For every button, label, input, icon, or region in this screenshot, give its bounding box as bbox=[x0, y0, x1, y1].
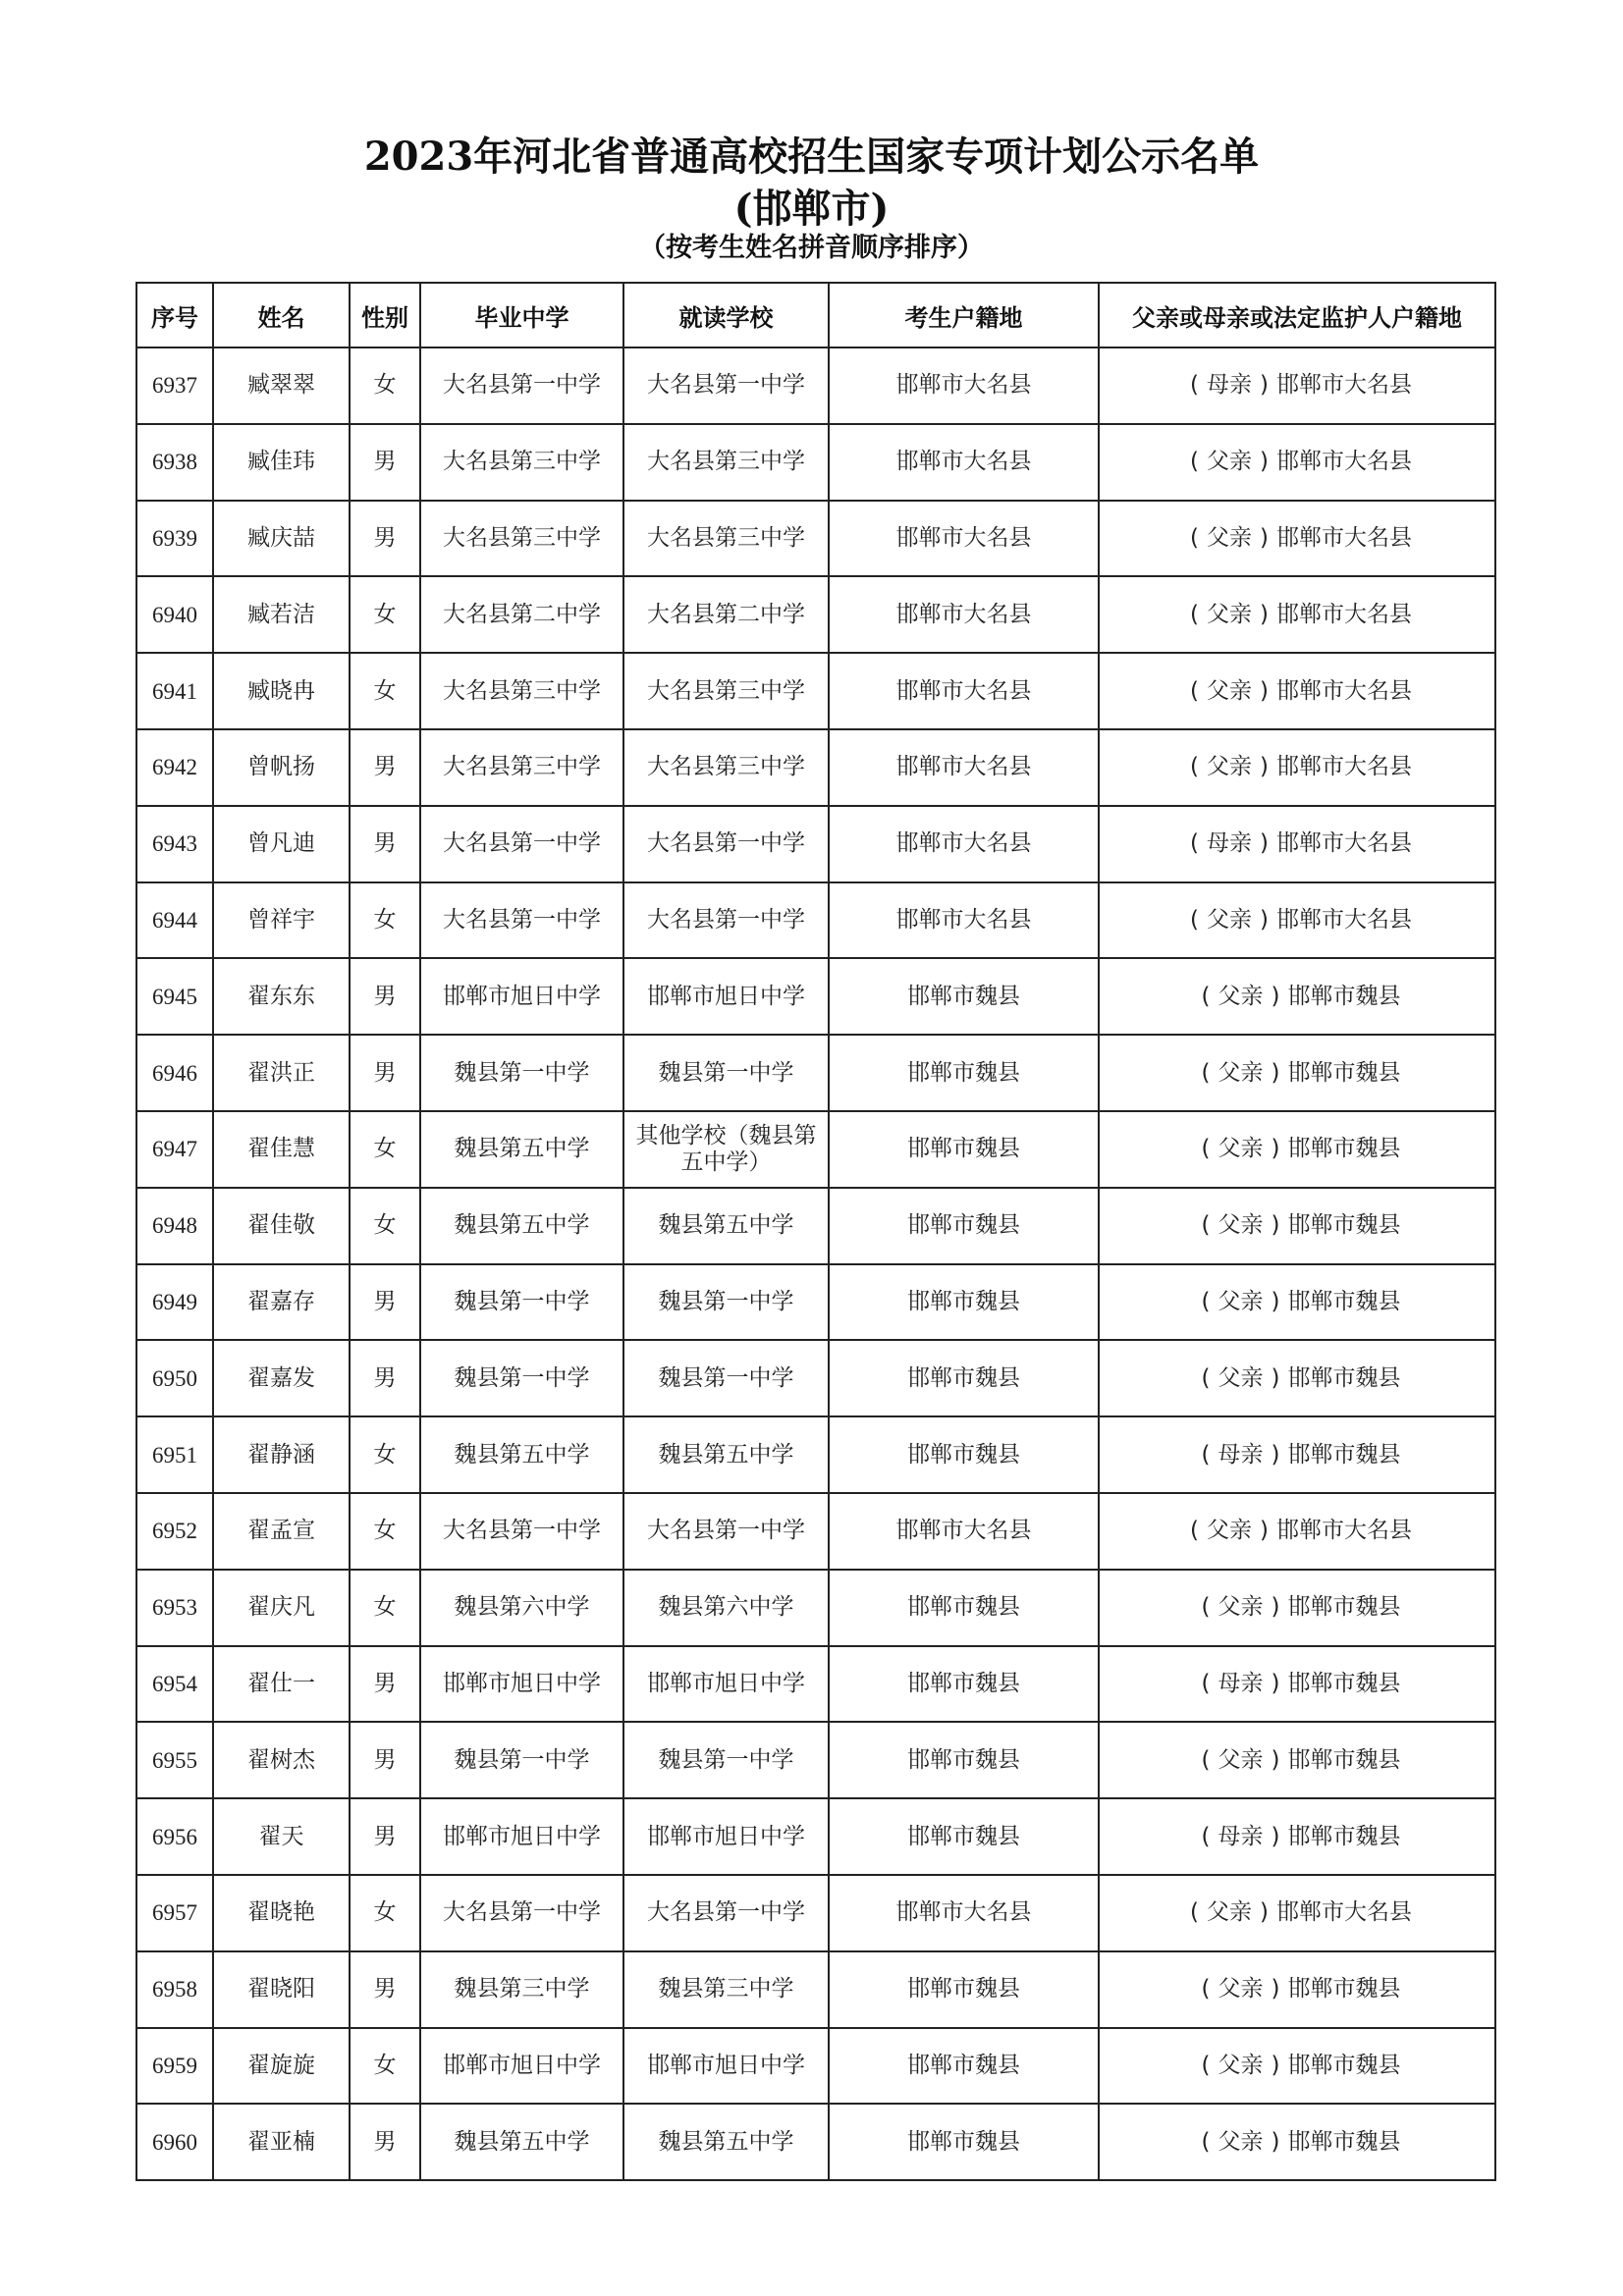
cell-school: 魏县第三中学 bbox=[623, 1951, 829, 2028]
cell-guardian: ( 父亲 ) 邯郸市魏县 bbox=[1099, 1722, 1495, 1798]
table-row bbox=[136, 1493, 1495, 1570]
cell-guardian: ( 父亲 ) 邯郸市大名县 bbox=[1099, 576, 1495, 653]
cell-grad-school: 大名县第一中学 bbox=[420, 882, 623, 959]
cell-guardian: ( 父亲 ) 邯郸市魏县 bbox=[1099, 1111, 1495, 1188]
cell-no: 6937 bbox=[136, 347, 213, 424]
cell-gender: 男 bbox=[350, 1646, 420, 1723]
guardian-hukou: 邯郸市大名县 bbox=[1275, 372, 1412, 399]
cell-no: 6952 bbox=[136, 1493, 213, 1570]
cell-name: 翟仕一 bbox=[213, 1646, 350, 1723]
cell-hukou: 邯郸市大名县 bbox=[829, 347, 1099, 424]
table-row bbox=[136, 1188, 1495, 1264]
cell-hukou: 邯郸市大名县 bbox=[829, 729, 1099, 806]
cell-school: 邯郸市旭日中学 bbox=[623, 958, 829, 1035]
cell-grad-school: 大名县第一中学 bbox=[420, 806, 623, 882]
cell-guardian: ( 父亲 ) 邯郸市大名县 bbox=[1099, 653, 1495, 729]
cell-name: 翟孟宣 bbox=[213, 1493, 350, 1570]
cell-name: 翟庆凡 bbox=[213, 1570, 350, 1646]
guardian-relation: 父亲 bbox=[1207, 449, 1252, 475]
cell-school: 大名县第三中学 bbox=[623, 729, 829, 806]
cell-guardian: ( 父亲 ) 邯郸市大名县 bbox=[1099, 1493, 1495, 1570]
cell-name: 臧庆喆 bbox=[213, 501, 350, 577]
table-row bbox=[136, 1340, 1495, 1416]
guardian-relation: 父亲 bbox=[1217, 1364, 1264, 1391]
cell-grad-school: 大名县第三中学 bbox=[420, 653, 623, 729]
cell-no: 6942 bbox=[136, 729, 213, 806]
cell-guardian: ( 父亲 ) 邯郸市魏县 bbox=[1099, 1035, 1495, 1111]
cell-name: 臧翠翠 bbox=[213, 347, 350, 424]
cell-guardian: ( 父亲 ) 邯郸市魏县 bbox=[1099, 1951, 1495, 2028]
cell-guardian: ( 父亲 ) 邯郸市魏县 bbox=[1099, 2104, 1495, 2180]
col-header-school: 就读学校 bbox=[623, 283, 829, 347]
cell-no: 6956 bbox=[136, 1798, 213, 1875]
cell-grad-school: 魏县第五中学 bbox=[420, 1111, 623, 1188]
table-body bbox=[136, 347, 1495, 2180]
guardian-hukou: 邯郸市大名县 bbox=[1275, 524, 1412, 551]
cell-school: 其他学校（魏县第五中学） bbox=[623, 1111, 829, 1188]
cell-gender: 女 bbox=[350, 1416, 420, 1493]
cell-hukou: 邯郸市魏县 bbox=[829, 1646, 1099, 1723]
cell-name: 翟晓阳 bbox=[213, 1951, 350, 2028]
cell-no: 6943 bbox=[136, 806, 213, 882]
cell-hukou: 邯郸市大名县 bbox=[829, 1875, 1099, 1951]
cell-no: 6948 bbox=[136, 1188, 213, 1264]
cell-school: 大名县第三中学 bbox=[623, 653, 829, 729]
cell-no: 6960 bbox=[136, 2104, 213, 2180]
cell-gender: 女 bbox=[350, 347, 420, 424]
cell-hukou: 邯郸市大名县 bbox=[829, 806, 1099, 882]
table-row bbox=[136, 347, 1495, 424]
cell-hukou: 邯郸市魏县 bbox=[829, 1188, 1099, 1264]
cell-name: 翟东东 bbox=[213, 958, 350, 1035]
cell-grad-school: 魏县第一中学 bbox=[420, 1722, 623, 1798]
cell-hukou: 邯郸市魏县 bbox=[829, 1570, 1099, 1646]
table-row bbox=[136, 1875, 1495, 1951]
student-list-table bbox=[135, 282, 1496, 2181]
guardian-relation: 父亲 bbox=[1207, 1518, 1252, 1544]
cell-gender: 男 bbox=[350, 729, 420, 806]
cell-no: 6958 bbox=[136, 1951, 213, 2028]
cell-name: 臧晓冉 bbox=[213, 653, 350, 729]
cell-hukou: 邯郸市魏县 bbox=[829, 1111, 1099, 1188]
cell-gender: 男 bbox=[350, 1340, 420, 1416]
cell-school: 大名县第一中学 bbox=[623, 882, 829, 959]
table-row bbox=[136, 2104, 1495, 2180]
cell-no: 6939 bbox=[136, 501, 213, 577]
cell-grad-school: 魏县第五中学 bbox=[420, 1188, 623, 1264]
cell-school: 邯郸市旭日中学 bbox=[623, 1646, 829, 1723]
guardian-hukou: 邯郸市魏县 bbox=[1287, 1212, 1401, 1239]
col-header-guardian-hukou: 父亲或母亲或法定监护人户籍地 bbox=[1099, 283, 1495, 347]
table-row bbox=[136, 1264, 1495, 1341]
cell-guardian: ( 父亲 ) 邯郸市魏县 bbox=[1099, 1188, 1495, 1264]
cell-gender: 男 bbox=[350, 424, 420, 501]
col-header-no: 序号 bbox=[136, 283, 213, 347]
cell-school: 大名县第一中学 bbox=[623, 347, 829, 424]
cell-gender: 女 bbox=[350, 1493, 420, 1570]
cell-school: 大名县第一中学 bbox=[623, 806, 829, 882]
guardian-hukou: 邯郸市大名县 bbox=[1275, 830, 1412, 857]
cell-grad-school: 魏县第一中学 bbox=[420, 1340, 623, 1416]
cell-grad-school: 邯郸市旭日中学 bbox=[420, 1798, 623, 1875]
cell-guardian: ( 父亲 ) 邯郸市魏县 bbox=[1099, 958, 1495, 1035]
guardian-hukou: 邯郸市魏县 bbox=[1287, 1823, 1401, 1849]
guardian-hukou: 邯郸市大名县 bbox=[1275, 677, 1412, 704]
cell-no: 6941 bbox=[136, 653, 213, 729]
cell-grad-school: 魏县第一中学 bbox=[420, 1035, 623, 1111]
guardian-hukou: 邯郸市魏县 bbox=[1287, 1441, 1401, 1468]
cell-guardian: ( 父亲 ) 邯郸市大名县 bbox=[1099, 729, 1495, 806]
cell-hukou: 邯郸市魏县 bbox=[829, 1416, 1099, 1493]
guardian-hukou: 邯郸市魏县 bbox=[1287, 1288, 1401, 1314]
cell-guardian: ( 母亲 ) 邯郸市大名县 bbox=[1099, 347, 1495, 424]
guardian-hukou: 邯郸市大名县 bbox=[1275, 1518, 1412, 1544]
table-row bbox=[136, 729, 1495, 806]
cell-gender: 男 bbox=[350, 1951, 420, 2028]
document-title: 2023年河北省普通高校招生国家专项计划公示名单 bbox=[363, 133, 1260, 180]
guardian-relation: 父亲 bbox=[1217, 1746, 1264, 1773]
cell-guardian: ( 父亲 ) 邯郸市魏县 bbox=[1099, 1340, 1495, 1416]
cell-gender: 男 bbox=[350, 501, 420, 577]
table-row bbox=[136, 1798, 1495, 1875]
cell-name: 翟嘉发 bbox=[213, 1340, 350, 1416]
guardian-relation: 父亲 bbox=[1217, 1136, 1264, 1162]
cell-name: 翟佳慧 bbox=[213, 1111, 350, 1188]
cell-school: 魏县第一中学 bbox=[623, 1340, 829, 1416]
cell-gender: 女 bbox=[350, 1875, 420, 1951]
cell-school: 邯郸市旭日中学 bbox=[623, 2028, 829, 2105]
cell-name: 曾帆扬 bbox=[213, 729, 350, 806]
guardian-hukou: 邯郸市大名县 bbox=[1275, 906, 1412, 933]
cell-gender: 男 bbox=[350, 1722, 420, 1798]
cell-hukou: 邯郸市魏县 bbox=[829, 1035, 1099, 1111]
guardian-hukou: 邯郸市大名县 bbox=[1275, 601, 1412, 627]
guardian-hukou: 邯郸市大名县 bbox=[1275, 449, 1412, 475]
cell-hukou: 邯郸市大名县 bbox=[829, 576, 1099, 653]
cell-gender: 女 bbox=[350, 576, 420, 653]
cell-no: 6944 bbox=[136, 882, 213, 959]
col-header-gender: 性别 bbox=[350, 283, 420, 347]
cell-gender: 男 bbox=[350, 806, 420, 882]
guardian-relation: 父亲 bbox=[1217, 1059, 1264, 1086]
cell-no: 6947 bbox=[136, 1111, 213, 1188]
cell-grad-school: 大名县第三中学 bbox=[420, 501, 623, 577]
cell-school: 邯郸市旭日中学 bbox=[623, 1798, 829, 1875]
guardian-hukou: 邯郸市魏县 bbox=[1287, 1136, 1401, 1162]
cell-hukou: 邯郸市大名县 bbox=[829, 653, 1099, 729]
guardian-relation: 父亲 bbox=[1207, 524, 1252, 551]
cell-no: 6957 bbox=[136, 1875, 213, 1951]
table-row bbox=[136, 1722, 1495, 1798]
cell-hukou: 邯郸市魏县 bbox=[829, 2104, 1099, 2180]
guardian-hukou: 邯郸市魏县 bbox=[1287, 1746, 1401, 1773]
col-header-name: 姓名 bbox=[213, 283, 350, 347]
cell-gender: 男 bbox=[350, 958, 420, 1035]
cell-guardian: ( 父亲 ) 邯郸市魏县 bbox=[1099, 2028, 1495, 2105]
cell-name: 臧若洁 bbox=[213, 576, 350, 653]
table-row bbox=[136, 2028, 1495, 2105]
cell-grad-school: 大名县第一中学 bbox=[420, 347, 623, 424]
cell-gender: 女 bbox=[350, 882, 420, 959]
cell-grad-school: 邯郸市旭日中学 bbox=[420, 2028, 623, 2105]
guardian-relation: 父亲 bbox=[1217, 2128, 1264, 2155]
cell-gender: 男 bbox=[350, 1798, 420, 1875]
col-header-hukou: 考生户籍地 bbox=[829, 283, 1099, 347]
guardian-hukou: 邯郸市大名县 bbox=[1275, 1899, 1412, 1926]
cell-school: 大名县第三中学 bbox=[623, 424, 829, 501]
guardian-hukou: 邯郸市魏县 bbox=[1287, 1594, 1401, 1621]
guardian-relation: 父亲 bbox=[1217, 1288, 1264, 1314]
cell-guardian: ( 父亲 ) 邯郸市大名县 bbox=[1099, 501, 1495, 577]
cell-gender: 女 bbox=[350, 2028, 420, 2105]
cell-school: 大名县第三中学 bbox=[623, 501, 829, 577]
cell-name: 翟晓艳 bbox=[213, 1875, 350, 1951]
guardian-relation: 母亲 bbox=[1217, 1441, 1264, 1468]
guardian-relation: 母亲 bbox=[1217, 1670, 1264, 1696]
cell-gender: 女 bbox=[350, 1111, 420, 1188]
table-row bbox=[136, 882, 1495, 959]
cell-name: 翟静涵 bbox=[213, 1416, 350, 1493]
guardian-hukou: 邯郸市魏县 bbox=[1287, 2052, 1401, 2078]
cell-name: 臧佳玮 bbox=[213, 424, 350, 501]
table-row bbox=[136, 958, 1495, 1035]
cell-no: 6954 bbox=[136, 1646, 213, 1723]
cell-no: 6940 bbox=[136, 576, 213, 653]
sort-note: （按考生姓名拼音顺序排序） bbox=[639, 233, 984, 263]
cell-hukou: 邯郸市魏县 bbox=[829, 1798, 1099, 1875]
table-row bbox=[136, 806, 1495, 882]
cell-name: 翟佳敬 bbox=[213, 1188, 350, 1264]
guardian-relation: 父亲 bbox=[1207, 754, 1252, 780]
cell-grad-school: 魏县第五中学 bbox=[420, 1416, 623, 1493]
cell-no: 6946 bbox=[136, 1035, 213, 1111]
cell-school: 魏县第五中学 bbox=[623, 1188, 829, 1264]
cell-grad-school: 大名县第二中学 bbox=[420, 576, 623, 653]
cell-guardian: ( 父亲 ) 邯郸市大名县 bbox=[1099, 882, 1495, 959]
guardian-hukou: 邯郸市魏县 bbox=[1287, 983, 1401, 1009]
cell-grad-school: 大名县第三中学 bbox=[420, 729, 623, 806]
guardian-hukou: 邯郸市魏县 bbox=[1287, 2128, 1401, 2155]
cell-hukou: 邯郸市魏县 bbox=[829, 1340, 1099, 1416]
table-row bbox=[136, 501, 1495, 577]
cell-name: 曾祥宇 bbox=[213, 882, 350, 959]
table-header-row bbox=[136, 283, 1495, 347]
guardian-relation: 母亲 bbox=[1207, 372, 1252, 399]
guardian-relation: 父亲 bbox=[1207, 601, 1252, 627]
table-row bbox=[136, 1646, 1495, 1723]
cell-grad-school: 邯郸市旭日中学 bbox=[420, 958, 623, 1035]
cell-school: 大名县第一中学 bbox=[623, 1493, 829, 1570]
cell-guardian: ( 父亲 ) 邯郸市魏县 bbox=[1099, 1570, 1495, 1646]
cell-grad-school: 大名县第一中学 bbox=[420, 1875, 623, 1951]
cell-guardian: ( 父亲 ) 邯郸市魏县 bbox=[1099, 1264, 1495, 1341]
cell-grad-school: 大名县第三中学 bbox=[420, 424, 623, 501]
guardian-hukou: 邯郸市魏县 bbox=[1287, 1364, 1401, 1391]
cell-name: 曾凡迪 bbox=[213, 806, 350, 882]
cell-gender: 男 bbox=[350, 1035, 420, 1111]
cell-school: 魏县第五中学 bbox=[623, 2104, 829, 2180]
cell-hukou: 邯郸市大名县 bbox=[829, 424, 1099, 501]
cell-gender: 女 bbox=[350, 1570, 420, 1646]
cell-hukou: 邯郸市魏县 bbox=[829, 2028, 1099, 2105]
cell-hukou: 邯郸市大名县 bbox=[829, 501, 1099, 577]
cell-name: 翟旋旋 bbox=[213, 2028, 350, 2105]
guardian-relation: 父亲 bbox=[1217, 1976, 1264, 2002]
cell-name: 翟天 bbox=[213, 1798, 350, 1875]
cell-grad-school: 魏县第五中学 bbox=[420, 2104, 623, 2180]
cell-name: 翟嘉存 bbox=[213, 1264, 350, 1341]
col-header-grad-school: 毕业中学 bbox=[420, 283, 623, 347]
cell-guardian: ( 母亲 ) 邯郸市魏县 bbox=[1099, 1646, 1495, 1723]
cell-guardian: ( 母亲 ) 邯郸市大名县 bbox=[1099, 806, 1495, 882]
cell-grad-school: 大名县第一中学 bbox=[420, 1493, 623, 1570]
cell-hukou: 邯郸市魏县 bbox=[829, 958, 1099, 1035]
cell-name: 翟洪正 bbox=[213, 1035, 350, 1111]
cell-guardian: ( 父亲 ) 邯郸市大名县 bbox=[1099, 1875, 1495, 1951]
guardian-relation: 父亲 bbox=[1217, 983, 1264, 1009]
cell-name: 翟亚楠 bbox=[213, 2104, 350, 2180]
cell-no: 6955 bbox=[136, 1722, 213, 1798]
cell-gender: 男 bbox=[350, 1264, 420, 1341]
guardian-hukou: 邯郸市魏县 bbox=[1287, 1059, 1401, 1086]
cell-no: 6951 bbox=[136, 1416, 213, 1493]
guardian-relation: 父亲 bbox=[1207, 906, 1252, 933]
cell-hukou: 邯郸市大名县 bbox=[829, 1493, 1099, 1570]
cell-gender: 男 bbox=[350, 2104, 420, 2180]
cell-grad-school: 邯郸市旭日中学 bbox=[420, 1646, 623, 1723]
cell-gender: 女 bbox=[350, 653, 420, 729]
table-row bbox=[136, 1570, 1495, 1646]
cell-no: 6959 bbox=[136, 2028, 213, 2105]
guardian-relation: 母亲 bbox=[1207, 830, 1252, 857]
cell-grad-school: 魏县第一中学 bbox=[420, 1264, 623, 1341]
table-row bbox=[136, 1035, 1495, 1111]
cell-name: 翟树杰 bbox=[213, 1722, 350, 1798]
cell-no: 6938 bbox=[136, 424, 213, 501]
cell-gender: 女 bbox=[350, 1188, 420, 1264]
guardian-relation: 父亲 bbox=[1217, 1594, 1264, 1621]
cell-grad-school: 魏县第三中学 bbox=[420, 1951, 623, 2028]
cell-school: 魏县第一中学 bbox=[623, 1722, 829, 1798]
table-row bbox=[136, 1111, 1495, 1188]
guardian-relation: 父亲 bbox=[1217, 1212, 1264, 1239]
guardian-relation: 父亲 bbox=[1207, 1899, 1252, 1926]
table-row bbox=[136, 424, 1495, 501]
guardian-hukou: 邯郸市魏县 bbox=[1287, 1670, 1401, 1696]
table-row bbox=[136, 576, 1495, 653]
table-row bbox=[136, 653, 1495, 729]
cell-school: 魏县第六中学 bbox=[623, 1570, 829, 1646]
cell-school: 魏县第五中学 bbox=[623, 1416, 829, 1493]
cell-no: 6950 bbox=[136, 1340, 213, 1416]
guardian-relation: 父亲 bbox=[1217, 2052, 1264, 2078]
cell-guardian: ( 母亲 ) 邯郸市魏县 bbox=[1099, 1798, 1495, 1875]
cell-hukou: 邯郸市魏县 bbox=[829, 1951, 1099, 2028]
guardian-hukou: 邯郸市魏县 bbox=[1287, 1976, 1401, 2002]
cell-no: 6953 bbox=[136, 1570, 213, 1646]
guardian-relation: 母亲 bbox=[1217, 1823, 1264, 1849]
table-row bbox=[136, 1416, 1495, 1493]
cell-school: 魏县第一中学 bbox=[623, 1264, 829, 1341]
guardian-hukou: 邯郸市大名县 bbox=[1275, 754, 1412, 780]
cell-no: 6945 bbox=[136, 958, 213, 1035]
cell-guardian: ( 父亲 ) 邯郸市大名县 bbox=[1099, 424, 1495, 501]
guardian-relation: 父亲 bbox=[1207, 677, 1252, 704]
cell-school: 大名县第一中学 bbox=[623, 1875, 829, 1951]
table-row bbox=[136, 1951, 1495, 2028]
cell-school: 大名县第二中学 bbox=[623, 576, 829, 653]
region-subtitle: (邯郸市) bbox=[733, 186, 890, 232]
cell-hukou: 邯郸市魏县 bbox=[829, 1722, 1099, 1798]
cell-hukou: 邯郸市魏县 bbox=[829, 1264, 1099, 1341]
cell-grad-school: 魏县第六中学 bbox=[420, 1570, 623, 1646]
cell-no: 6949 bbox=[136, 1264, 213, 1341]
cell-hukou: 邯郸市大名县 bbox=[829, 882, 1099, 959]
cell-school: 魏县第一中学 bbox=[623, 1035, 829, 1111]
cell-guardian: ( 母亲 ) 邯郸市魏县 bbox=[1099, 1416, 1495, 1493]
